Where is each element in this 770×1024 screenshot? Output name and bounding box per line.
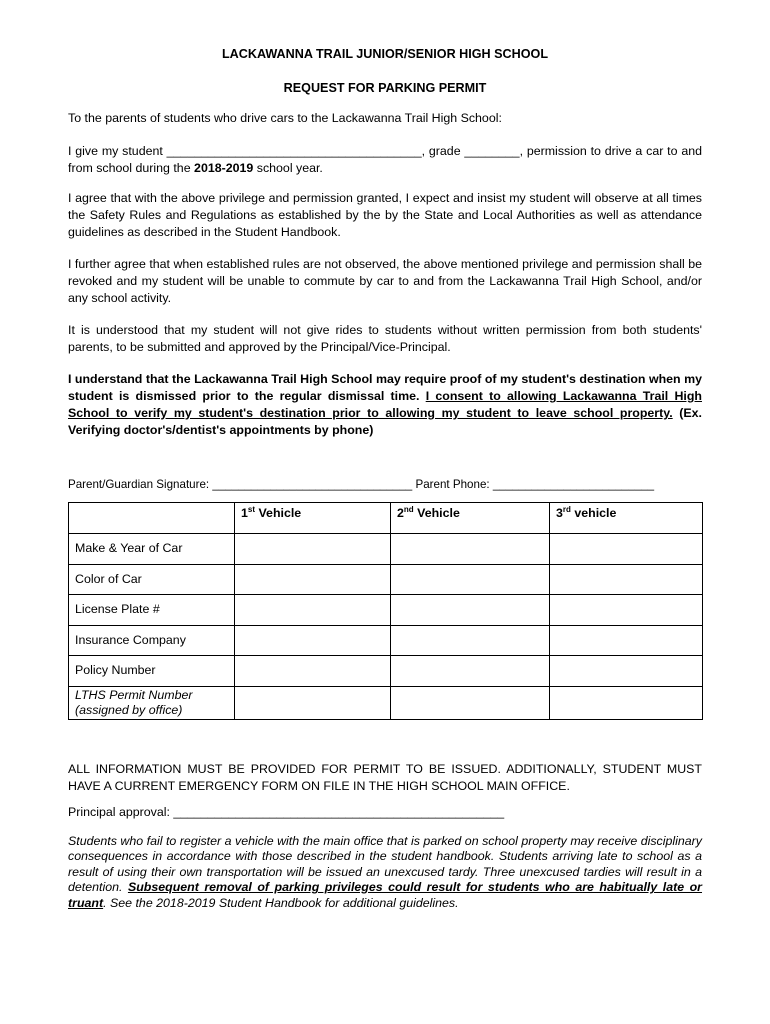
- permit-assigned-note: (assigned by office): [75, 702, 183, 717]
- agreement-paragraph-2: I further agree that when established rules are not observed, the above mentioned privilege and permission shall be revoked and my student will be unable to commute by car to and from the Lackawanna Trail High School, and/or any school activity.: [68, 257, 702, 305]
- student-name-blank[interactable]: _____________________________________: [166, 144, 422, 158]
- vehicle-1-policy-cell[interactable]: [235, 656, 391, 687]
- header-empty-cell: [69, 503, 235, 534]
- school-year: 2018-2019: [194, 161, 254, 175]
- row-label-make-year: Make & Year of Car: [69, 534, 235, 565]
- vehicle-1-make-year-cell[interactable]: [235, 534, 391, 565]
- vehicle-1-permit-cell: [235, 686, 391, 719]
- row-label-permit-number: [69, 686, 235, 719]
- consent-text: I consent to allowing Lackawanna Trail High School to verify my student's destination prior to allowing my student to leave school property.: [68, 389, 702, 420]
- permission-text-2: , grade: [421, 144, 465, 158]
- permission-text-3: , permission to drive a car to and from school during the: [68, 144, 702, 175]
- footer-policy-paragraph: [68, 834, 702, 911]
- principal-approval-blank[interactable]: ________________________________________________: [173, 805, 505, 819]
- footer-warning: Subsequent removal of parking privileges could result for students who are habitually late or truant: [68, 880, 703, 910]
- principal-approval-line: [68, 804, 504, 821]
- vehicle-1-color-cell[interactable]: [235, 564, 391, 595]
- vehicle-2-license-cell[interactable]: [391, 595, 550, 626]
- vehicle-table: [68, 502, 703, 720]
- vehicle-3-color-cell[interactable]: [550, 564, 703, 595]
- vehicle-2-color-cell[interactable]: [391, 564, 550, 595]
- footer-text-1: Students who fail to register a vehicle with the main office that is parked on school property may receive disciplinary consequences in accordance with those described in the student handbook. Students arriving late to school as a result of using their own transportation will be issued an unexcused tardy. Three unexcused tardies will result in a detention.: [68, 834, 702, 895]
- rides-paragraph: It is understood that my student will not give rides to students without written permission from both students' parents, to be submitted and approved by the Principal/Vice-Principal.: [68, 323, 702, 354]
- proof-text: I understand that the Lackawanna Trail High School may require proof of my student's destination when my student is dismissed prior to the regular dismissal time.: [68, 372, 702, 403]
- permit-number-label: LTHS Permit Number: [75, 687, 193, 702]
- agreement-paragraph-1: I agree that with the above privilege and permission granted, I expect and insist my student will observe at all times the Safety Rules and Regulations as established by the by the State and Local Authorities as well as attendance guidelines as described in the Student Handbook.: [68, 191, 702, 239]
- table-row: [69, 686, 703, 719]
- header-vehicle-2: 2nd Vehicle: [391, 503, 550, 534]
- signature-line: [68, 476, 702, 493]
- parent-signature-label: Parent/Guardian Signature:: [68, 478, 213, 491]
- vehicle-2-permit-cell: [391, 686, 550, 719]
- table-row: [69, 595, 703, 626]
- header-vehicle-1: 1st Vehicle: [235, 503, 391, 534]
- table-row: [69, 534, 703, 565]
- row-label-policy: Policy Number: [69, 656, 235, 687]
- example-text: (Ex. Verifying doctor's/dentist's appointments by phone): [68, 406, 703, 437]
- table-row: [69, 656, 703, 687]
- vehicle-3-license-cell[interactable]: [550, 595, 703, 626]
- permission-paragraph: [68, 143, 702, 177]
- vehicle-1-license-cell[interactable]: [235, 595, 391, 626]
- parent-phone-blank[interactable]: _________________________: [492, 478, 655, 491]
- row-label-insurance: Insurance Company: [69, 625, 235, 656]
- parent-phone-label: Parent Phone:: [412, 478, 493, 491]
- grade-blank[interactable]: ________: [464, 144, 520, 158]
- proof-paragraph: [68, 371, 702, 439]
- permission-text-4: school year.: [253, 161, 323, 175]
- row-label-license-plate: License Plate #: [69, 595, 235, 626]
- vehicle-2-make-year-cell[interactable]: [391, 534, 550, 565]
- table-header-row: [69, 503, 703, 534]
- header-vehicle-3: 3rd vehicle: [550, 503, 703, 534]
- table-row: [69, 625, 703, 656]
- vehicle-3-policy-cell[interactable]: [550, 656, 703, 687]
- required-info-notice: ALL INFORMATION MUST BE PROVIDED FOR PERMIT TO BE ISSUED. ADDITIONALLY, STUDENT MUST HAVE A CURRENT EMERGENCY FORM ON FILE IN THE HIGH SCHOOL MAIN OFFICE.: [68, 762, 702, 793]
- permission-text-1: I give my student: [68, 144, 167, 158]
- vehicle-3-permit-cell: [550, 686, 703, 719]
- footer-text-2: . See the 2018-2019 Student Handbook for additional guidelines.: [103, 895, 459, 910]
- vehicle-3-insurance-cell[interactable]: [550, 625, 703, 656]
- table-row: [69, 564, 703, 595]
- principal-approval-label: Principal approval:: [68, 805, 174, 819]
- vehicle-1-insurance-cell[interactable]: [235, 625, 391, 656]
- vehicle-3-make-year-cell[interactable]: [550, 534, 703, 565]
- vehicle-2-insurance-cell[interactable]: [391, 625, 550, 656]
- vehicle-2-policy-cell[interactable]: [391, 656, 550, 687]
- parent-signature-blank[interactable]: _______________________________: [212, 478, 413, 491]
- form-title: REQUEST FOR PARKING PERMIT: [283, 81, 487, 95]
- school-name: LACKAWANNA TRAIL JUNIOR/SENIOR HIGH SCHOOL: [221, 47, 549, 61]
- intro-paragraph: To the parents of students who drive cars to the Lackawanna Trail High School:: [68, 111, 502, 125]
- row-label-color: Color of Car: [69, 564, 235, 595]
